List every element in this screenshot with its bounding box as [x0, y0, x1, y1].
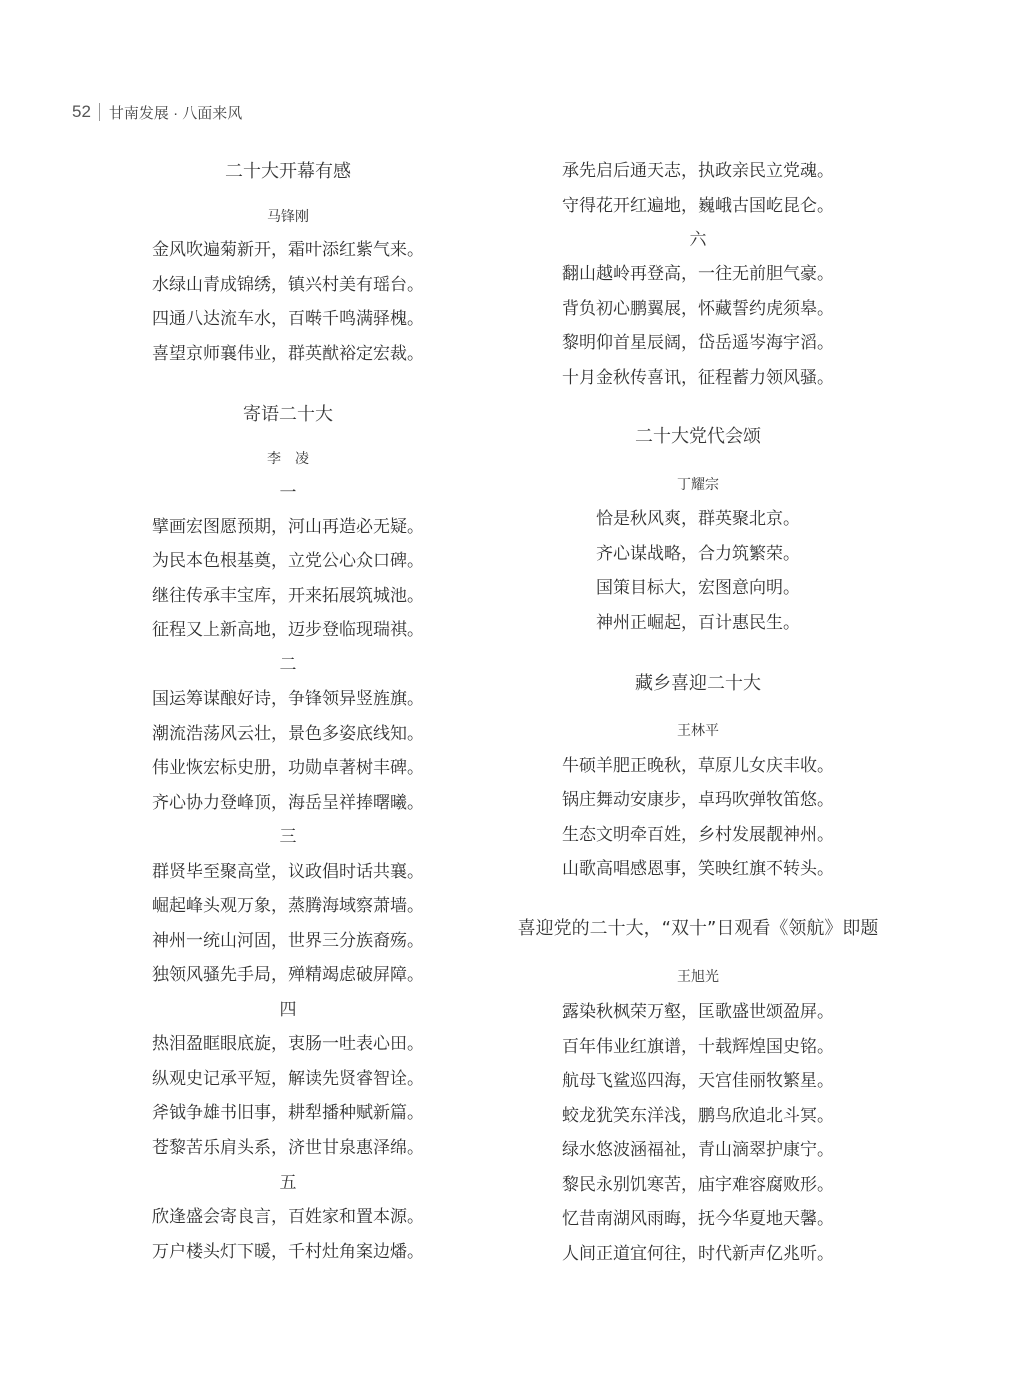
poem-line: 牛硕羊肥正晚秋，草原儿女庆丰收。 — [562, 756, 834, 776]
poem-line: 水绿山青成锦绣，镇兴村美有瑶台。 — [152, 275, 424, 295]
poem-line: 人间正道宜何往，时代新声亿兆听。 — [562, 1244, 834, 1264]
poem-line: 金风吹遍菊新开，霜叶添红紫气来。 — [152, 240, 424, 260]
poem-line: 继往传承丰宝库，开来拓展筑城池。 — [152, 586, 424, 606]
poem-line: 忆昔南湖风雨晦，抚今华夏地天馨。 — [562, 1209, 834, 1229]
section-title: 甘南发展 · 八面来风 — [108, 104, 243, 122]
poem-line: 齐心谋战略，合力筑繁荣。 — [596, 544, 800, 564]
poem-line: 纵观史记承平短，解读先贤睿智诠。 — [152, 1069, 424, 1089]
poem-line: 万户楼头灯下暖，千村灶角案边燔。 — [152, 1242, 424, 1262]
poem-title: 藏乡喜迎二十大 — [635, 673, 761, 694]
poem-line: 神州一统山河固，世界三分族裔殇。 — [152, 931, 424, 951]
poem-author: 王林平 — [677, 723, 719, 739]
poem-line: 黎民永别饥寒苦，庙宇难容腐败形。 — [562, 1175, 834, 1195]
poem-line: 热泪盈眶眼底旋，衷肠一吐表心田。 — [152, 1034, 424, 1054]
poem-line: 露染秋枫荣万壑，匡歌盛世颂盈屏。 — [562, 1002, 834, 1022]
section-number: 二 — [279, 655, 297, 675]
poem-author: 马锋刚 — [267, 209, 309, 225]
poem-line: 擘画宏图愿预期，河山再造必无疑。 — [152, 517, 424, 537]
poem-line: 为民本色根基奠，立党公心众口碑。 — [152, 551, 424, 571]
poem-line: 守得花开红遍地，巍峨古国屹昆仑。 — [562, 196, 834, 216]
poem-line: 背负初心鹏翼展，怀藏誓约虎须皋。 — [562, 299, 834, 319]
section-number: 一 — [279, 483, 297, 503]
section-number: 六 — [689, 230, 707, 250]
poem-line: 群贤毕至聚高堂，议政倡时话共襄。 — [152, 862, 424, 882]
poem-line: 斧钺争雄书旧事，耕犁播种赋新篇。 — [152, 1103, 424, 1123]
page-number: 52 — [72, 102, 91, 121]
poem-author: 丁耀宗 — [677, 477, 719, 493]
poem-line: 苍黎苦乐肩头系，济世甘泉惠泽绵。 — [152, 1138, 424, 1158]
poem-line: 喜望京师襄伟业，群英猷裕定宏裁。 — [152, 344, 424, 364]
poem-title: 二十大开幕有感 — [225, 161, 351, 182]
poem-title: 喜迎党的二十大，“双十”日观看《领航》即题 — [517, 918, 879, 939]
poem-line: 绿水悠波涵福祉，青山滴翠护康宁。 — [562, 1140, 834, 1160]
poem-line: 生态文明牵百姓，乡村发展靓神州。 — [562, 825, 834, 845]
section-number: 四 — [279, 1000, 297, 1020]
poem-line: 锅庄舞动安康步，卓玛吹弹牧笛悠。 — [562, 790, 834, 810]
poem-line: 国策目标大，宏图意向明。 — [596, 578, 800, 598]
poem-line: 崛起峰头观万象，蒸腾海域察萧墙。 — [152, 896, 424, 916]
poem-title: 二十大党代会颂 — [635, 426, 761, 447]
poem-line: 潮流浩荡风云壮，景色多姿底线知。 — [152, 724, 424, 744]
poem-line: 航母飞鲨巡四海，天宫佳丽牧繁星。 — [562, 1071, 834, 1091]
poem-line: 国运筹谋酿好诗，争锋领异竖旌旗。 — [152, 689, 424, 709]
poem-line: 神州正崛起，百计惠民生。 — [596, 613, 800, 633]
poem-author: 李 凌 — [267, 451, 309, 467]
poem-line: 山歌高唱感恩事，笑映红旗不转头。 — [562, 859, 834, 879]
poem-line: 百年伟业红旗谱，十载辉煌国史铭。 — [562, 1037, 834, 1057]
poem-title: 寄语二十大 — [243, 404, 333, 425]
poem-line: 恰是秋风爽，群英聚北京。 — [596, 509, 800, 529]
poem-line: 蛟龙犹笑东洋浅，鹏鸟欣追北斗冥。 — [562, 1106, 834, 1126]
poem-author: 王旭光 — [677, 969, 719, 985]
poem-line: 独领风骚先手局，殚精竭虑破屏障。 — [152, 965, 424, 985]
poem-line: 伟业恢宏标史册，功勋卓著树丰碑。 — [152, 758, 424, 778]
poem-line: 欣逢盛会寄良言，百姓家和置本源。 — [152, 1207, 424, 1227]
header-divider — [99, 103, 100, 121]
poem-line: 翻山越岭再登高，一往无前胆气豪。 — [562, 264, 834, 284]
poem-line: 四通八达流车水，百啭千鸣满驿槐。 — [152, 309, 424, 329]
poem-line: 征程又上新高地，迈步登临现瑞祺。 — [152, 620, 424, 640]
running-header — [72, 101, 242, 123]
poem-line: 黎明仰首星辰阔，岱岳遥岑海宇滔。 — [562, 333, 834, 353]
section-number: 五 — [279, 1173, 297, 1193]
poem-line: 十月金秋传喜讯，征程蓄力领风骚。 — [562, 368, 834, 388]
section-number: 三 — [279, 827, 297, 847]
poem-line: 承先启后通天志，执政亲民立党魂。 — [562, 161, 834, 181]
poem-line: 齐心协力登峰顶，海岳呈祥捧曙曦。 — [152, 793, 424, 813]
